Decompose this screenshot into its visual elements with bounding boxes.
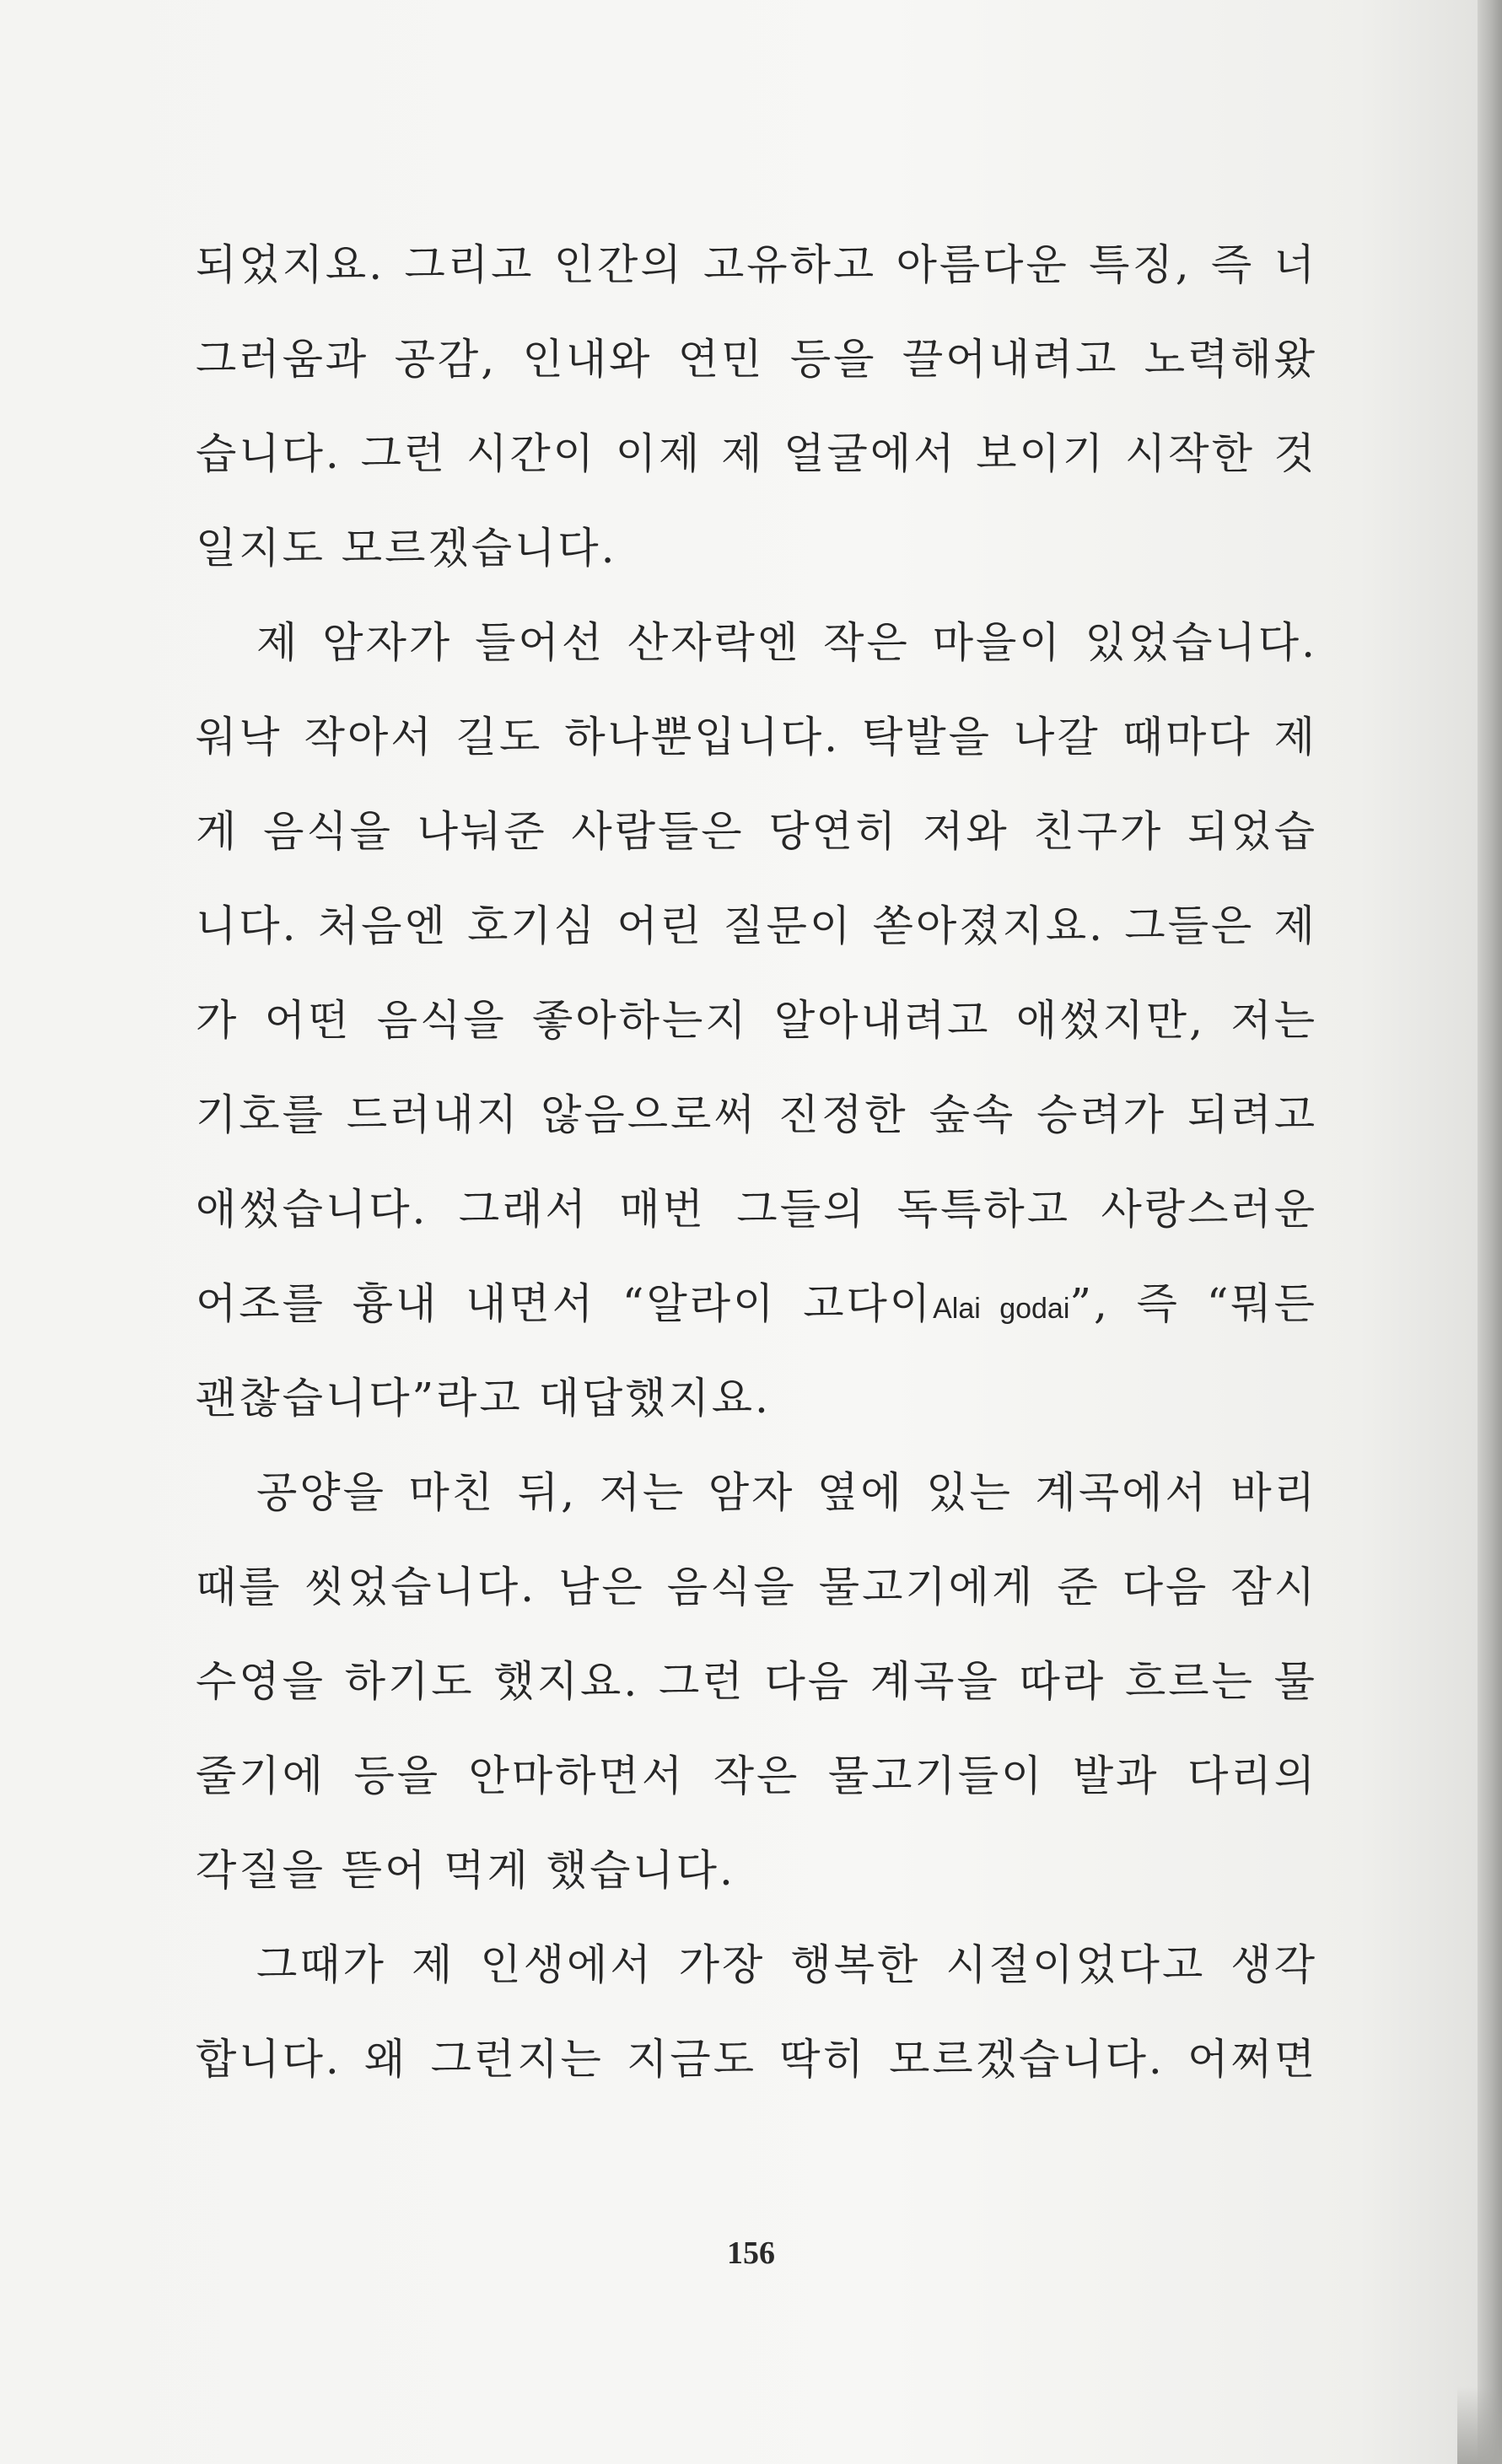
latin-transliteration: Alai godai <box>933 1293 1070 1325</box>
text-line: 줄기에 등을 안마하면서 작은 물고기들이 발과 다리의 <box>196 1751 1317 1800</box>
line-segment: ”, 즉 “뭐든 <box>1069 1279 1317 1328</box>
line-segment: 어조를 흉내 내면서 “알라이 고다이 <box>196 1279 934 1328</box>
paragraph-first-line: 공양을 마친 뒤, 저는 암자 옆에 있는 계곡에서 바리 <box>256 1468 1317 1517</box>
paragraph-first-line: 그때가 제 인생에서 가장 행복한 시절이었다고 생각 <box>256 1940 1317 1989</box>
text-line: 애썼습니다. 그래서 매번 그들의 독특하고 사랑스러운 <box>196 1185 1317 1234</box>
text-line: 니다. 처음엔 호기심 어린 질문이 쏟아졌지요. 그들은 제 <box>196 901 1317 950</box>
text-line: 게 음식을 나눠준 사람들은 당연히 저와 친구가 되었습 <box>196 807 1317 856</box>
text-line: 괜찮습니다”라고 대답했지요. <box>196 1374 771 1423</box>
text-line: 일지도 모르겠습니다. <box>196 524 617 573</box>
text-line: 되었지요. 그리고 인간의 고유하고 아름다운 특징, 즉 너 <box>196 240 1317 289</box>
text-line: 습니다. 그런 시간이 이제 제 얼굴에서 보이기 시작한 것 <box>196 429 1317 478</box>
text-line: 수영을 하기도 했지요. 그런 다음 계곡을 따라 흐르는 물 <box>196 1657 1317 1706</box>
text-line: 그러움과 공감, 인내와 연민 등을 끌어내려고 노력해왔 <box>196 335 1317 384</box>
page-corner-shadow <box>1457 2386 1502 2464</box>
paragraph-first-line: 제 암자가 들어선 산자락엔 작은 마을이 있었습니다. <box>256 618 1317 667</box>
body-text <box>196 218 1317 2106</box>
page-edge-shadow <box>1478 0 1502 2464</box>
text-line: 각질을 뜯어 먹게 했습니다. <box>196 1846 735 1895</box>
text-line: 합니다. 왜 그런지는 지금도 딱히 모르겠습니다. 어쩌면 <box>196 2035 1317 2084</box>
text-line-with-latin <box>196 1256 1317 1351</box>
page-number: 156 <box>727 2235 775 2271</box>
text-line: 워낙 작아서 길도 하나뿐입니다. 탁발을 나갈 때마다 제 <box>196 713 1317 761</box>
text-line: 가 어떤 음식을 좋아하는지 알아내려고 애썼지만, 저는 <box>196 996 1317 1045</box>
text-line: 기호를 드러내지 않음으로써 진정한 숲속 승려가 되려고 <box>196 1090 1317 1139</box>
text-line: 때를 씻었습니다. 남은 음식을 물고기에게 준 다음 잠시 <box>196 1563 1317 1611</box>
